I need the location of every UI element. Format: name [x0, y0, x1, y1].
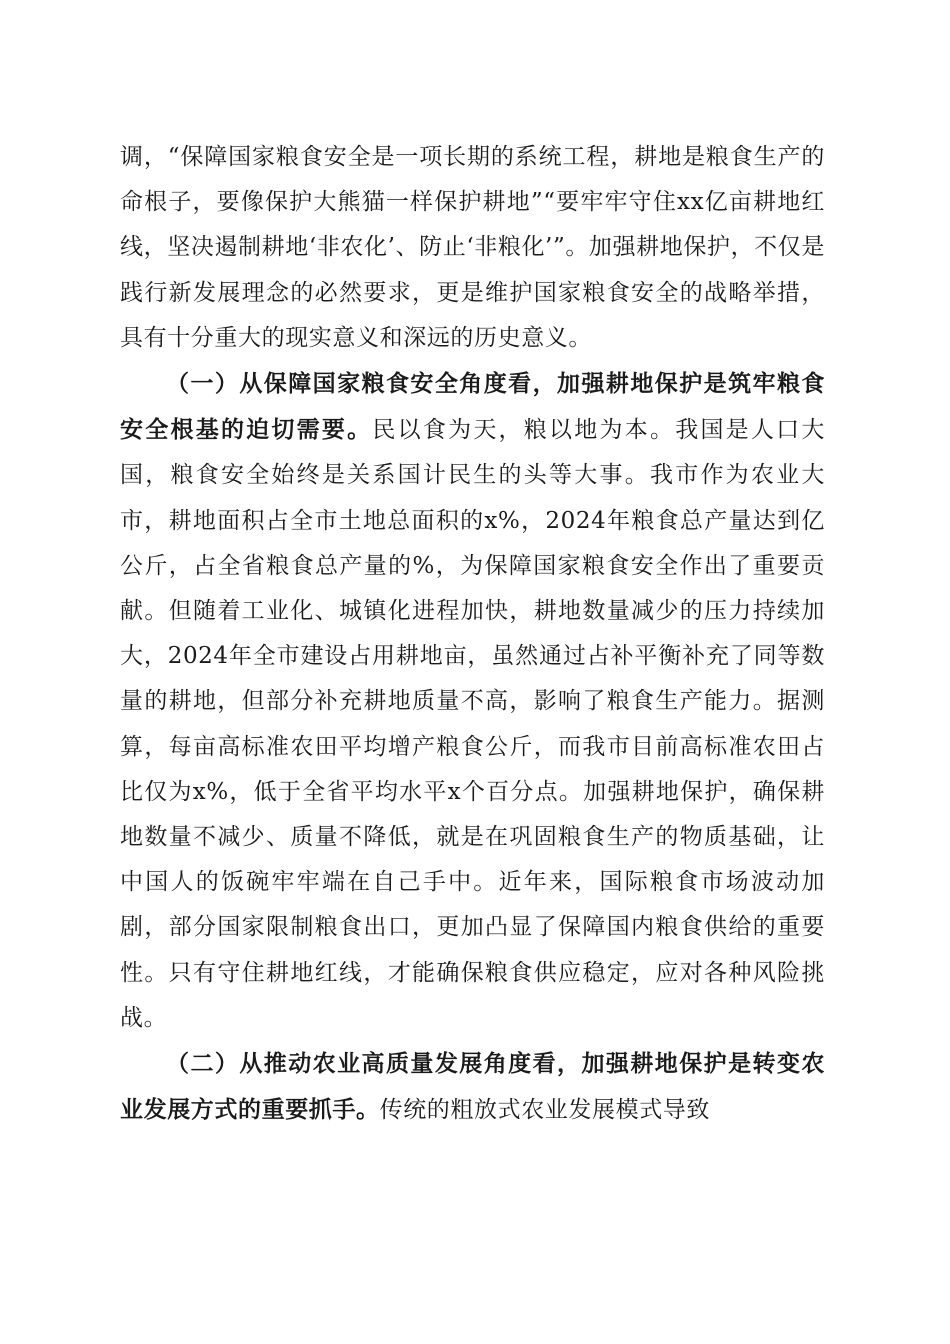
section-1-heading: （一）从保障国家粮食安全角度看，加强耕地保护是筑牢粮食安全根基的迫切需要。: [120, 370, 825, 444]
paragraph-section-2: [120, 1041, 825, 1133]
section-1-text: 民以食为天，粮以地为本。我国是人口大国，粮食安全始终是关系国计民生的头等大事。我市作为农业大市，耕地面积占全市土地总面积的x%，2024年粮食总产量达到亿公斤，占全省粮食总产量的%，为保障国家粮食安全作出了重要贡献。但随着工业化、城镇化进程加快，耕地数量减少的压力持续加大，2024年全市建设占用耕地亩，虽然通过占补平衡补充了同等数量的耕地，但部分补充耕地质量不高，影响了粮食生产能力。据测算，每亩高标准农田平均增产粮食公斤，而我市目前高标准农田占比仅为x%，低于全省平均水平x个百分点。加强耕地保护，确保耕地数量不减少、质量不降低，就是在巩固粮食生产的物质基础，让中国人的饭碗牢牢端在自己手中。近年来，国际粮食市场波动加剧，部分国家限制粮食出口，更加凸显了保障国内粮食供给的重要性。只有守住耕地红线，才能确保粮食供应稳定，应对各种风险挑战。: [120, 417, 825, 1031]
document-body: [120, 135, 825, 1133]
paragraph-section-1: [120, 361, 825, 1041]
section-2-heading: （二）从推动农业高质量发展角度看，加强耕地保护是转变农业发展方式的重要抓手。: [120, 1050, 825, 1124]
section-2-text: 传统的粗放式农业发展模式导致: [379, 1097, 711, 1124]
paragraph-intro: [120, 135, 825, 361]
paragraph-intro-text: 调，“保障国家粮食安全是一项长期的系统工程，耕地是粮食生产的命根子，要像保护大熊猫一样保护耕地”“要牢牢守住xx亿亩耕地红线，坚决遏制耕地‘非农化’、防止‘非粮化’”。加强耕地保护，不仅是践行新发展理念的必然要求，更是维护国家粮食安全的战略举措，具有十分重大的现实意义和深远的历史意义。: [120, 144, 825, 351]
